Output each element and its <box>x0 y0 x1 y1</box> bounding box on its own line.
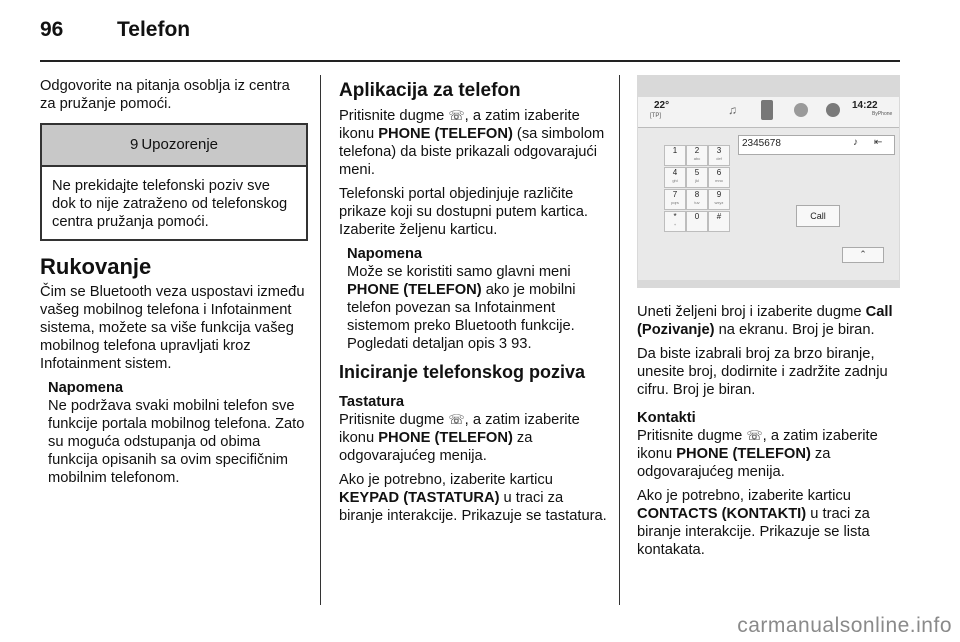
text: Pritisnite dugme <box>637 428 747 444</box>
key-letters: mno <box>715 178 723 183</box>
backspace-icon[interactable]: ⇤ <box>874 137 883 148</box>
text: , a zatim izaberite ikonu <box>339 108 580 142</box>
keypad-heading: Tastatura <box>339 394 405 410</box>
text: za odgovarajućeg menija. <box>637 446 831 480</box>
text: , a zatim izaberite ikonu <box>339 412 580 446</box>
page-number: 96 <box>40 18 64 41</box>
voice-icon[interactable]: ♪ <box>853 137 858 148</box>
text: Može se koristiti samo glavni meni <box>347 264 571 280</box>
paragraph <box>339 411 607 465</box>
section-title: Rukovanje <box>40 254 152 279</box>
phone-icon: ☏ <box>746 428 763 443</box>
key-digit: 2 <box>694 146 700 155</box>
paragraph: Telefonski portal objedinjuje različite prikaze koji su dostupni putem kartica. Izaberite željenu karticu. <box>339 186 588 238</box>
note <box>347 245 607 353</box>
keypad-key[interactable] <box>664 189 686 210</box>
keypad-key[interactable] <box>686 167 708 188</box>
column-right <box>637 303 905 565</box>
bold-term: Call (Pozivanje) <box>637 304 893 338</box>
infotainment-screen <box>638 97 899 280</box>
key-digit: 7 <box>672 190 678 199</box>
column-divider <box>619 75 620 605</box>
navigation-icon[interactable] <box>794 103 808 117</box>
column-left <box>40 77 308 495</box>
key-digit: 3 <box>716 146 722 155</box>
keypad-key[interactable] <box>686 211 708 232</box>
warning-text: Ne prekidajte telefonski poziv sve dok to nije zatraženo od telefonskog centra pružanja pomoći. <box>52 178 288 230</box>
key-digit: 6 <box>716 168 722 177</box>
key-letters: ghi <box>672 178 678 183</box>
keypad-key[interactable] <box>686 145 708 166</box>
subsection-title: Iniciranje telefonskog poziva <box>339 362 586 382</box>
page-reference-icon: 3 <box>498 336 508 352</box>
key-digit: 5 <box>694 168 700 177</box>
globe-icon[interactable] <box>826 103 840 117</box>
key-letters: jkl <box>695 178 699 183</box>
text: Ako je potrebno, izaberite karticu <box>339 472 553 488</box>
bold-term: PHONE (TELEFON) <box>378 430 513 446</box>
temperature: 22° <box>654 100 670 111</box>
bold-term: PHONE (TELEFON) <box>676 446 811 462</box>
keypad-key[interactable] <box>708 167 730 188</box>
key-letters: pqrs <box>671 200 679 205</box>
dialed-number: 2345678 <box>742 138 781 149</box>
bold-term: CONTACTS (KONTAKTI) <box>637 506 807 522</box>
intro-text: Odgovorite na pitanja osoblja iz centra za pružanje pomoći. <box>40 78 290 112</box>
warning-icon: 9 <box>129 136 139 153</box>
key-letters: wxyz <box>714 200 724 205</box>
header-rule <box>40 60 900 62</box>
column-divider <box>320 75 321 605</box>
page-reference: 93. <box>507 336 532 352</box>
watermark: carmanualsonline.info <box>737 614 952 637</box>
section-text: Čim se Bluetooth veza uspostavi između vašeg mobilnog telefona i Infotainment sistema, možete sa više funkcija vašeg mobilnog telefona upravljati kroz Infotainment sistem. <box>40 284 305 372</box>
text: Pritisnite dugme <box>339 108 449 124</box>
warning-title: Upozorenje <box>141 136 219 153</box>
bold-term: PHONE (TELEFON) <box>378 126 513 142</box>
contacts-heading: Kontakti <box>637 410 696 426</box>
keypad-key[interactable] <box>708 189 730 210</box>
key-digit: 9 <box>716 190 722 199</box>
note-text: Ne podržava svaki mobilni telefon sve funkcije portala mobilnog telefona. Zato su moguća odstupanja od obima funkcija opisanih sa ovim specifičnim mobilnim telefonom. <box>48 398 305 486</box>
key-letters: + <box>673 222 677 227</box>
text: u traci za biranje interakcije. Prikazuje se lista kontakata. <box>637 506 870 558</box>
key-letters: def <box>716 156 722 161</box>
text: ako je mobilni telefon povezan sa Infotainment sistemom preko Bluetooth funkcije. Pogledati detaljan opis <box>347 282 576 352</box>
text: (sa simbolom telefona) da biste prikazali odgovarajući meni. <box>339 126 605 178</box>
paragraph <box>637 427 905 481</box>
keypad-key[interactable] <box>664 211 686 232</box>
paragraph: Da biste izabrali broj za brzo biranje, unesite broj, dodirnite i zadržite zadnju cifru. Broj je biran. <box>637 346 888 398</box>
bold-term: PHONE (TELEFON) <box>347 282 482 298</box>
key-digit: * <box>673 212 677 221</box>
key-letters: tuv <box>694 200 700 205</box>
page-title: Telefon <box>117 18 191 41</box>
text: Uneti željeni broj i izaberite dugme <box>637 304 866 320</box>
paragraph <box>637 487 905 559</box>
key-letters: abc <box>693 156 701 161</box>
call-button[interactable]: Call <box>796 205 840 227</box>
byphone-label: ByPhone <box>872 111 893 117</box>
section-title: Aplikacija za telefon <box>339 80 521 101</box>
paragraph <box>637 303 905 339</box>
warning-header <box>42 125 306 167</box>
keypad-key[interactable] <box>664 145 686 166</box>
status-bar <box>638 97 899 128</box>
key-digit: 8 <box>694 190 700 199</box>
keypad-key[interactable] <box>708 211 730 232</box>
text: u traci za biranje interakcije. Prikazuje se tastatura. <box>339 490 607 524</box>
note-title: Napomena <box>48 380 124 396</box>
text: Pritisnite dugme <box>339 412 449 428</box>
text: za odgovarajućeg menija. <box>339 430 533 464</box>
music-icon[interactable]: ♫ <box>728 103 737 117</box>
keypad-key[interactable] <box>686 189 708 210</box>
text: , a zatim izaberite ikonu <box>637 428 878 462</box>
phone-icon[interactable] <box>761 100 773 120</box>
note-title: Napomena <box>347 246 423 262</box>
key-digit: 0 <box>694 212 700 221</box>
warning-box <box>40 123 308 241</box>
text: na ekranu. Broj je biran. <box>714 322 875 338</box>
paragraph <box>339 471 607 525</box>
keypad-key[interactable] <box>664 167 686 188</box>
chevron-up-icon[interactable]: ⌃ <box>842 247 884 263</box>
column-middle <box>339 79 607 531</box>
phone-icon: ☏ <box>448 412 465 427</box>
text: Ako je potrebno, izaberite karticu <box>637 488 851 504</box>
clock: 14:22 <box>852 100 878 111</box>
note <box>48 379 308 487</box>
tp-indicator: [TP] <box>650 113 662 119</box>
infotainment-screenshot <box>637 75 900 288</box>
key-digit: 4 <box>672 168 678 177</box>
key-digit: # <box>716 212 722 221</box>
bold-term: KEYPAD (TASTATURA) <box>339 490 500 506</box>
keypad-key[interactable] <box>708 145 730 166</box>
paragraph <box>339 107 607 179</box>
phone-icon: ☏ <box>448 108 465 123</box>
key-digit: 1 <box>672 146 678 155</box>
